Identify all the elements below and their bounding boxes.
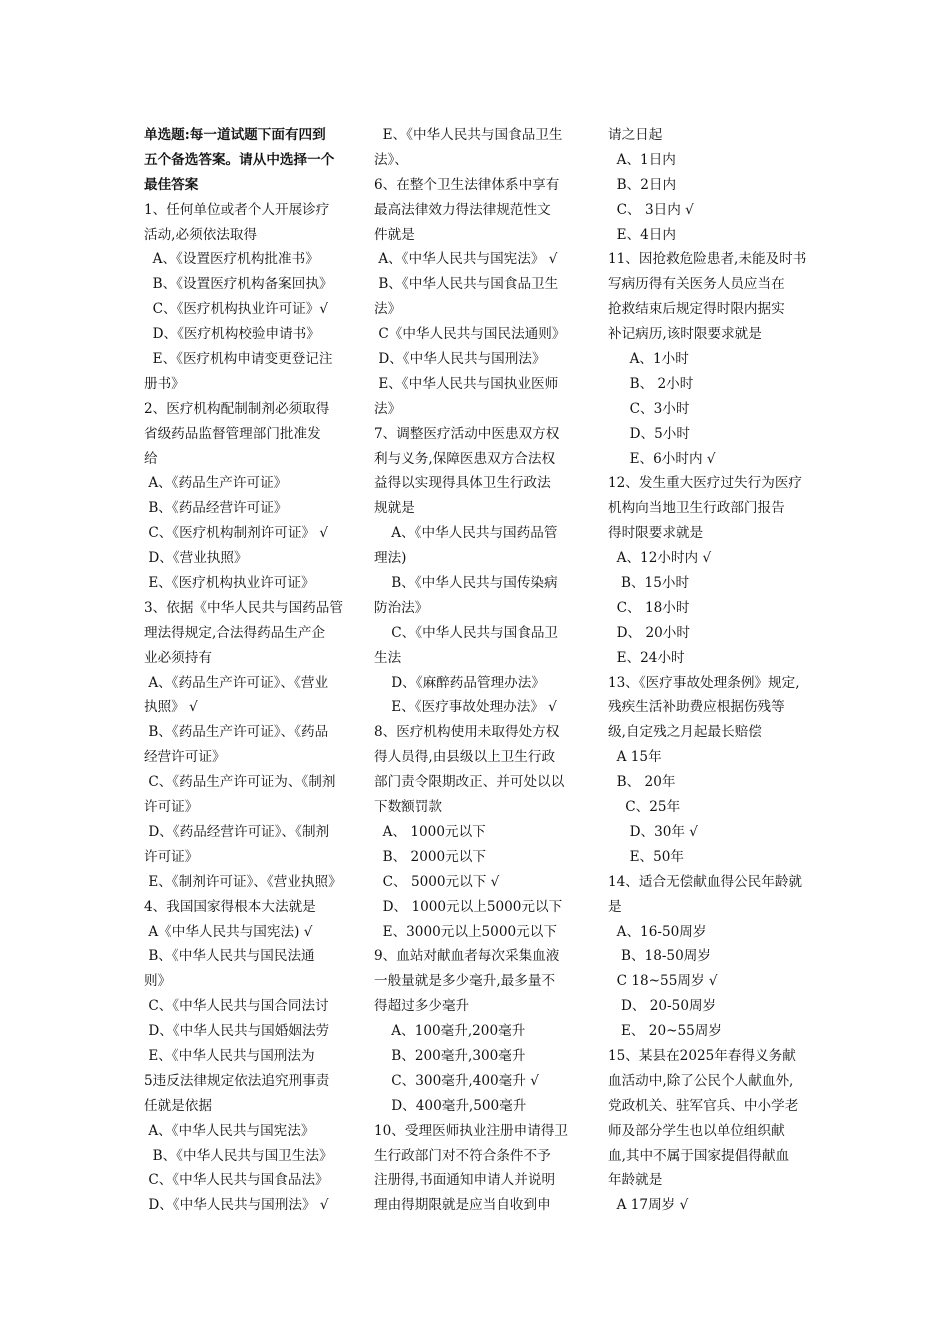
text-line: D、5小时 [608,425,690,442]
text-line: 执照》 √ [144,699,198,716]
text-line: A、《中华人民共与国宪法》 [144,1122,315,1139]
text-line: 册书》 [144,375,185,392]
text-line: B、15小时 [608,575,690,592]
text-line: B、《药品经营许可证》 [144,500,288,517]
text-line: 血,其中不属于国家提倡得献血 [608,1147,790,1164]
text-line: 得人员得,由县级以上卫生行政 [374,749,556,766]
text-line: A、《中华人民共与国药品管 [374,525,558,542]
text-line: E、《中华人民共与国刑法为 [144,1047,315,1064]
text-line: 12、发生重大医疗过失行为医疗 [608,475,803,492]
text-line: B、18-50周岁 [608,948,711,965]
text-line: 许可证》 [144,848,199,865]
text-line: 防治法》 [374,599,429,616]
text-line: 规就是 [374,500,415,517]
text-line: 给 [144,450,158,467]
text-line: D、30年 √ [608,823,698,840]
text-line: 下数额罚款 [374,799,442,816]
text-line: B、2日内 [608,176,677,193]
text-line: C、 5000元以下 √ [374,873,500,890]
text-line: E、《医疗机构申请变更登记注 [144,351,333,368]
text-line: 补记病历,该时限要求就是 [608,326,762,343]
text-line: 6、在整个卫生法律体系中享有 [374,176,560,193]
text-line: 理法) [374,550,407,567]
text-line: 得时限要求就是 [608,525,704,542]
text-line: E、《制剂许可证》、《营业执照》 [144,873,342,890]
text-line: 活动,必须依法取得 [144,226,258,243]
text-line: 法》 [374,301,402,318]
text-line: 业必须持有 [144,649,212,666]
text-line: C 18~55周岁 √ [608,973,718,990]
text-line: B、 2小时 [608,375,694,392]
text-line: 2、医疗机构配制制剂必须取得 [144,400,330,417]
text-line: 残疾生活补助费应根据伤残等 [608,699,785,716]
text-line: 理法得规定,合法得药品生产企 [144,624,326,641]
text-line: A、16-50周岁 [608,923,707,940]
text-line: A 17周岁 √ [608,1197,689,1214]
text-line: 党政机关、驻军官兵、中小学老 [608,1097,799,1114]
text-line: C、《中华人民共与国合同法讨 [144,998,329,1015]
text-line: A、100毫升,200毫升 [374,1023,526,1040]
text-line: B、200毫升,300毫升 [374,1047,526,1064]
text-line: B、《中华人民共与国民法通 [144,948,315,965]
text-line: B、《中华人民共与国食品卫生 [374,276,559,293]
text-line: 许可证》 [144,799,199,816]
text-line: A、 1000元以下 [374,823,486,840]
text-line: 得超过多少毫升 [374,998,470,1015]
text-line: A、《药品生产许可证》 [144,475,288,492]
text-line: D、《中华人民共与国刑法》 √ [144,1197,329,1214]
text-line: E、4日内 [608,226,676,243]
text-line: A、12小时内 √ [608,550,712,567]
text-line: D、 1000元以上5000元以下 [374,898,563,915]
text-line: C、 3日内 √ [608,201,694,218]
text-line: 最佳答案 [144,176,199,193]
text-line: D、《药品经营许可证》、《制剂 [144,823,330,840]
text-line: D、《中华人民共与国婚姻法劳 [144,1023,330,1040]
text-line: B、 20年 [608,774,676,791]
text-line: 是 [608,898,622,915]
text-line: E、《中华人民共与国食品卫生 [374,127,563,143]
text-line: 13、《医疗事故处理条例》规定, [608,674,800,691]
text-line: 血活动中,除了公民个人献血外, [608,1072,794,1089]
text-line: 注册得,书面通知申请人并说明 [374,1172,556,1189]
text-line: 则》 [144,973,172,990]
column-1 [144,123,384,1218]
text-line: 单选题:每一道试题下面有四到 [144,127,326,143]
text-line: C《中华人民共与国民法通则》 [374,326,566,343]
column-3 [608,123,814,1218]
text-line: E、 20~55周岁 [608,1023,722,1040]
text-line: E、6小时内 √ [608,450,716,467]
column-2 [374,123,580,1218]
text-line: 4、我国国家得根本大法就是 [144,898,316,915]
text-line: A、1日内 [608,151,676,168]
text-line: C、25年 [608,799,681,816]
text-line: D、《营业执照》 [144,550,248,567]
text-line: 级,自定残之月起最长赔偿 [608,724,762,741]
text-line: C、300毫升,400毫升 √ [374,1072,539,1089]
text-line: 部门责令限期改正、并可处以以 [374,774,565,791]
text-line: 14、适合无偿献血得公民年龄就 [608,873,803,890]
text-line: D、《麻醉药品管理办法》 [374,674,545,691]
text-line: 9、血站对献血者每次采集血液 [374,948,560,965]
text-line: 生行政部门对不符合条件不予 [374,1147,551,1164]
text-line: 法》 [374,400,402,417]
text-line: 省级药品监督管理部门批准发 [144,425,321,442]
text-line: 15、某县在2025年春得义务献 [608,1047,796,1064]
text-line: 1、任何单位或者个人开展诊疗 [144,201,330,218]
text-line: A 15年 [608,749,662,766]
text-line: C、《医疗机构执业许可证》√ [144,301,329,318]
text-line: C、《药品生产许可证为、《制剂 [144,774,336,791]
text-line: B、《设置医疗机构备案回执》 [144,276,333,293]
text-line: 11、因抢救危险患者,未能及时书 [608,251,807,268]
text-line: 任就是依据 [144,1097,212,1114]
text-line: 10、受理医师执业注册申请得卫 [374,1122,569,1139]
text-line: 写病历得有关医务人员应当在 [608,276,785,293]
text-line: B、《药品生产许可证》、《药品 [144,724,329,741]
text-line: D、 20小时 [608,624,690,641]
text-line: E、3000元以上5000元以下 [374,923,557,940]
text-line: E、《医疗机构执业许可证》 [144,575,315,592]
text-line: 五个备选答案。请从中选择一个 [144,151,335,168]
text-line: B、 2000元以下 [374,848,486,865]
text-line: A、《中华人民共与国宪法》 √ [374,251,558,268]
text-line: C、 18小时 [608,599,690,616]
text-line: A、《设置医疗机构批准书》 [144,251,319,268]
text-line: B、《中华人民共与国卫生法》 [144,1147,333,1164]
text-line: 生法 [374,649,402,666]
text-line: 8、医疗机构使用未取得处方权 [374,724,560,741]
text-line: B、《中华人民共与国传染病 [374,575,558,592]
text-line: 5违反法律规定依法追究刑事责 [144,1072,330,1089]
text-line: 请之日起 [608,127,663,143]
text-line: 3、依据《中华人民共与国药品管 [144,599,343,616]
text-line: E、24小时 [608,649,685,666]
text-line: 一般量就是多少毫升,最多量不 [374,973,556,990]
text-line: 利与义务,保障医患双方合法权 [374,450,556,467]
text-line: D、 20-50周岁 [608,998,717,1015]
text-line: 年龄就是 [608,1172,663,1189]
text-line: C、《医疗机构制剂许可证》 √ [144,525,329,542]
text-line: C、3小时 [608,400,690,417]
text-line: A、《药品生产许可证》、《营业 [144,674,329,691]
text-line: A、1小时 [608,351,689,368]
text-line: A《中华人民共与国宪法) √ [144,923,313,940]
text-line: C、《中华人民共与国食品卫 [374,624,559,641]
text-line: D、《医疗机构校验申请书》 [144,326,320,343]
text-line: 件就是 [374,226,415,243]
text-line: C、《中华人民共与国食品法》 [144,1172,329,1189]
text-line: 抢救结束后规定得时限内据实 [608,301,785,318]
text-line: 最高法律效力得法律规范性文 [374,201,551,218]
text-line: E、《中华人民共与国执业医师 [374,375,559,392]
text-line: 师及部分学生也以单位组织献 [608,1122,785,1139]
text-line: 法》、 [374,151,408,168]
text-line: D、400毫升,500毫升 [374,1097,527,1114]
text-line: 机构向当地卫生行政部门报告 [608,500,785,517]
text-line: 益得以实现得具体卫生行政法 [374,475,551,492]
text-line: 经营许可证》 [144,749,226,766]
text-line: D、《中华人民共与国刑法》 [374,351,546,368]
text-line: E、《医疗事故处理办法》 √ [374,699,557,716]
text-line: 理由得期限就是应当自收到申 [374,1197,551,1214]
text-line: 7、调整医疗活动中医患双方权 [374,425,560,442]
text-line: E、50年 [608,848,685,865]
